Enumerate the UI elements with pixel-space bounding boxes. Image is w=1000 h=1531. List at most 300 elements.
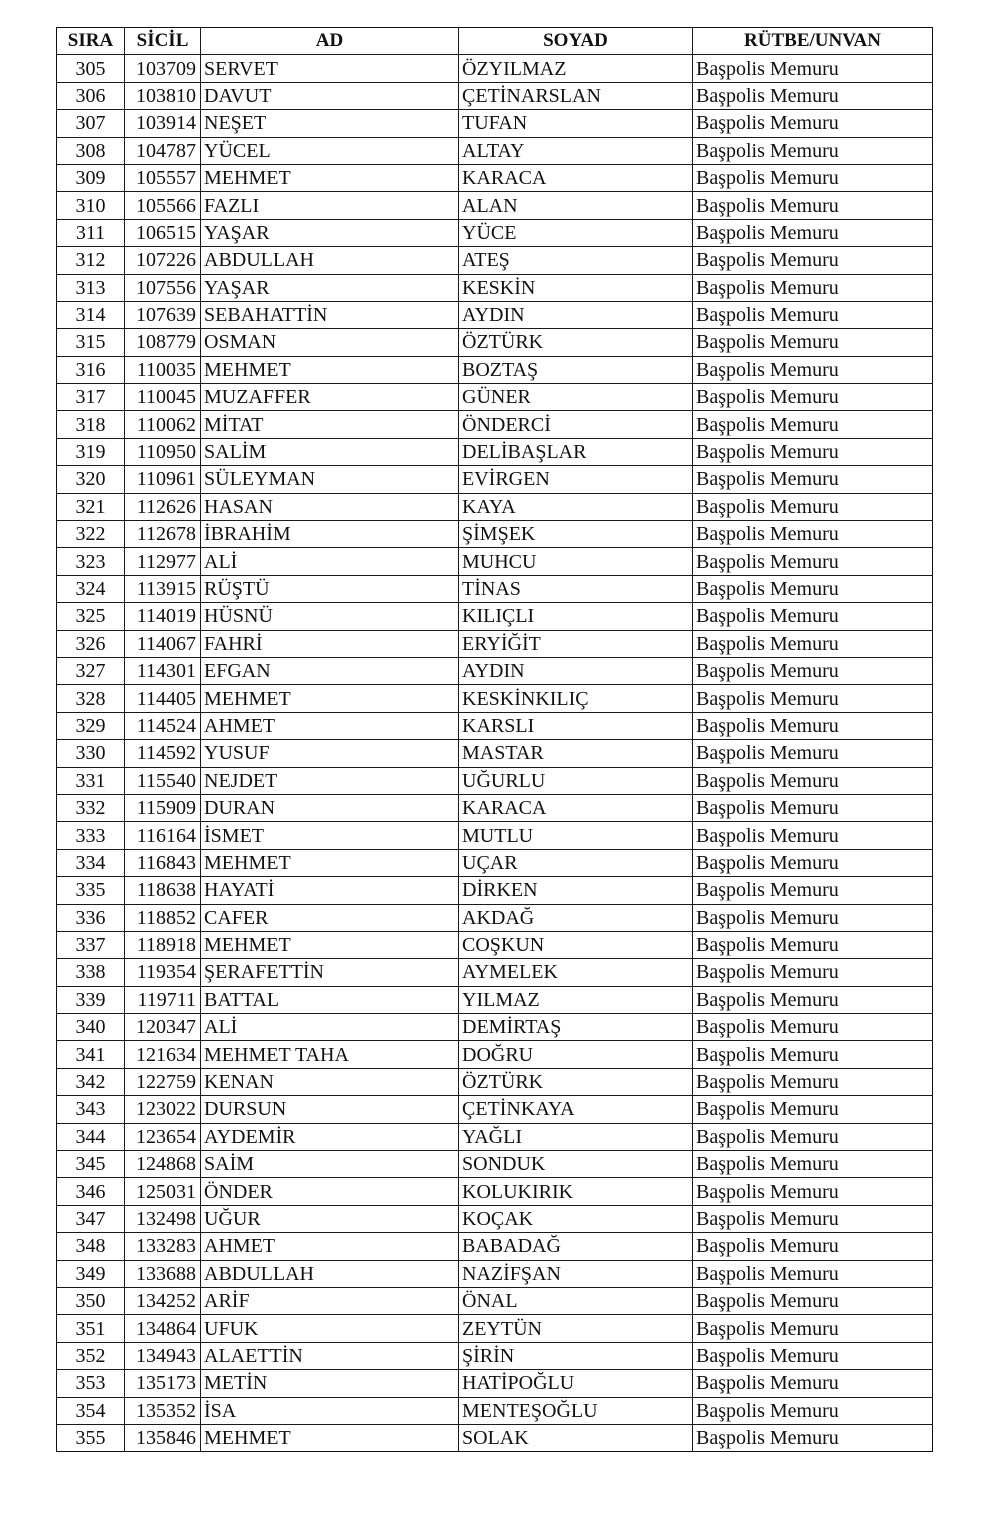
cell-sicil: 105566 bbox=[125, 192, 201, 219]
cell-ad: DURSUN bbox=[201, 1096, 459, 1123]
cell-sira: 332 bbox=[57, 794, 125, 821]
table-row bbox=[57, 1342, 933, 1369]
cell-sira: 312 bbox=[57, 247, 125, 274]
cell-sira: 306 bbox=[57, 82, 125, 109]
cell-ad: MEHMET bbox=[201, 849, 459, 876]
cell-sicil: 103709 bbox=[125, 55, 201, 82]
personnel-table bbox=[56, 27, 933, 1452]
cell-rutbe: Başpolis Memuru bbox=[693, 329, 933, 356]
cell-sicil: 112678 bbox=[125, 521, 201, 548]
cell-rutbe: Başpolis Memuru bbox=[693, 849, 933, 876]
cell-ad: SAİM bbox=[201, 1151, 459, 1178]
cell-sira: 309 bbox=[57, 164, 125, 191]
header-sicil: SİCİL bbox=[125, 28, 201, 55]
cell-sicil: 114019 bbox=[125, 603, 201, 630]
table-row bbox=[57, 82, 933, 109]
cell-rutbe: Başpolis Memuru bbox=[693, 657, 933, 684]
cell-soyad: KOLUKIRIK bbox=[459, 1178, 693, 1205]
cell-sira: 327 bbox=[57, 657, 125, 684]
cell-ad: HASAN bbox=[201, 493, 459, 520]
cell-sira: 337 bbox=[57, 931, 125, 958]
cell-soyad: ALTAY bbox=[459, 137, 693, 164]
table-row bbox=[57, 521, 933, 548]
cell-ad: FAHRİ bbox=[201, 630, 459, 657]
table-row bbox=[57, 712, 933, 739]
cell-ad: KENAN bbox=[201, 1068, 459, 1095]
cell-soyad: ATEŞ bbox=[459, 247, 693, 274]
cell-ad: HAYATİ bbox=[201, 877, 459, 904]
table-row bbox=[57, 657, 933, 684]
cell-rutbe: Başpolis Memuru bbox=[693, 1096, 933, 1123]
cell-soyad: ÖNAL bbox=[459, 1287, 693, 1314]
cell-sicil: 115909 bbox=[125, 794, 201, 821]
cell-ad: MEHMET bbox=[201, 1424, 459, 1451]
cell-sira: 317 bbox=[57, 384, 125, 411]
cell-ad: ABDULLAH bbox=[201, 247, 459, 274]
cell-sicil: 114067 bbox=[125, 630, 201, 657]
table-row bbox=[57, 55, 933, 82]
cell-sira: 346 bbox=[57, 1178, 125, 1205]
cell-ad: ARİF bbox=[201, 1287, 459, 1314]
cell-soyad: COŞKUN bbox=[459, 931, 693, 958]
cell-sira: 305 bbox=[57, 55, 125, 82]
cell-soyad: TİNAS bbox=[459, 575, 693, 602]
table-row bbox=[57, 603, 933, 630]
table-row bbox=[57, 1260, 933, 1287]
cell-sicil: 123022 bbox=[125, 1096, 201, 1123]
cell-ad: AHMET bbox=[201, 712, 459, 739]
table-row bbox=[57, 822, 933, 849]
table-row bbox=[57, 849, 933, 876]
cell-rutbe: Başpolis Memuru bbox=[693, 384, 933, 411]
cell-sicil: 103914 bbox=[125, 110, 201, 137]
cell-sicil: 125031 bbox=[125, 1178, 201, 1205]
cell-sicil: 112977 bbox=[125, 548, 201, 575]
cell-soyad: ÖZTÜRK bbox=[459, 329, 693, 356]
cell-ad: CAFER bbox=[201, 904, 459, 931]
cell-soyad: ÖZYILMAZ bbox=[459, 55, 693, 82]
cell-ad: HÜSNÜ bbox=[201, 603, 459, 630]
cell-rutbe: Başpolis Memuru bbox=[693, 740, 933, 767]
cell-sira: 308 bbox=[57, 137, 125, 164]
table-row bbox=[57, 1315, 933, 1342]
cell-sira: 344 bbox=[57, 1123, 125, 1150]
cell-sicil: 135352 bbox=[125, 1397, 201, 1424]
cell-sicil: 110062 bbox=[125, 411, 201, 438]
cell-sira: 313 bbox=[57, 274, 125, 301]
table-row bbox=[57, 411, 933, 438]
table-row bbox=[57, 192, 933, 219]
cell-rutbe: Başpolis Memuru bbox=[693, 1233, 933, 1260]
cell-soyad: EVİRGEN bbox=[459, 466, 693, 493]
cell-sira: 323 bbox=[57, 548, 125, 575]
cell-sicil: 114592 bbox=[125, 740, 201, 767]
table-row bbox=[57, 931, 933, 958]
cell-sicil: 110045 bbox=[125, 384, 201, 411]
cell-soyad: AYDIN bbox=[459, 657, 693, 684]
cell-ad: NEŞET bbox=[201, 110, 459, 137]
cell-rutbe: Başpolis Memuru bbox=[693, 603, 933, 630]
table-row bbox=[57, 986, 933, 1013]
cell-sira: 342 bbox=[57, 1068, 125, 1095]
cell-soyad: MASTAR bbox=[459, 740, 693, 767]
cell-rutbe: Başpolis Memuru bbox=[693, 877, 933, 904]
cell-sira: 347 bbox=[57, 1205, 125, 1232]
cell-sicil: 118918 bbox=[125, 931, 201, 958]
cell-sicil: 121634 bbox=[125, 1041, 201, 1068]
cell-rutbe: Başpolis Memuru bbox=[693, 1342, 933, 1369]
cell-soyad: NAZİFŞAN bbox=[459, 1260, 693, 1287]
cell-sicil: 107226 bbox=[125, 247, 201, 274]
cell-rutbe: Başpolis Memuru bbox=[693, 685, 933, 712]
cell-soyad: TUFAN bbox=[459, 110, 693, 137]
cell-sira: 348 bbox=[57, 1233, 125, 1260]
cell-sicil: 123654 bbox=[125, 1123, 201, 1150]
table-row bbox=[57, 1014, 933, 1041]
cell-ad: İBRAHİM bbox=[201, 521, 459, 548]
cell-sira: 330 bbox=[57, 740, 125, 767]
cell-ad: EFGAN bbox=[201, 657, 459, 684]
cell-soyad: KILIÇLI bbox=[459, 603, 693, 630]
cell-rutbe: Başpolis Memuru bbox=[693, 356, 933, 383]
cell-sira: 319 bbox=[57, 438, 125, 465]
cell-sicil: 133688 bbox=[125, 1260, 201, 1287]
header-sira: SIRA bbox=[57, 28, 125, 55]
table-row bbox=[57, 794, 933, 821]
cell-sicil: 118638 bbox=[125, 877, 201, 904]
cell-soyad: MUTLU bbox=[459, 822, 693, 849]
cell-sicil: 119354 bbox=[125, 959, 201, 986]
cell-sira: 316 bbox=[57, 356, 125, 383]
cell-soyad: ÇETİNKAYA bbox=[459, 1096, 693, 1123]
table-row bbox=[57, 575, 933, 602]
cell-sira: 338 bbox=[57, 959, 125, 986]
cell-sicil: 124868 bbox=[125, 1151, 201, 1178]
cell-sira: 340 bbox=[57, 1014, 125, 1041]
cell-sira: 329 bbox=[57, 712, 125, 739]
cell-ad: DAVUT bbox=[201, 82, 459, 109]
cell-rutbe: Başpolis Memuru bbox=[693, 575, 933, 602]
cell-soyad: UĞURLU bbox=[459, 767, 693, 794]
cell-soyad: UÇAR bbox=[459, 849, 693, 876]
table-row bbox=[57, 466, 933, 493]
cell-rutbe: Başpolis Memuru bbox=[693, 411, 933, 438]
cell-sira: 349 bbox=[57, 1260, 125, 1287]
cell-sicil: 114301 bbox=[125, 657, 201, 684]
cell-ad: SÜLEYMAN bbox=[201, 466, 459, 493]
cell-rutbe: Başpolis Memuru bbox=[693, 247, 933, 274]
table-row bbox=[57, 1233, 933, 1260]
table-row bbox=[57, 685, 933, 712]
table-row bbox=[57, 219, 933, 246]
cell-rutbe: Başpolis Memuru bbox=[693, 1397, 933, 1424]
header-row bbox=[57, 28, 933, 55]
cell-rutbe: Başpolis Memuru bbox=[693, 274, 933, 301]
cell-sira: 336 bbox=[57, 904, 125, 931]
cell-sicil: 122759 bbox=[125, 1068, 201, 1095]
cell-ad: OSMAN bbox=[201, 329, 459, 356]
cell-rutbe: Başpolis Memuru bbox=[693, 986, 933, 1013]
cell-ad: MEHMET TAHA bbox=[201, 1041, 459, 1068]
table-row bbox=[57, 1041, 933, 1068]
cell-soyad: BOZTAŞ bbox=[459, 356, 693, 383]
cell-sira: 355 bbox=[57, 1424, 125, 1451]
cell-ad: MEHMET bbox=[201, 356, 459, 383]
cell-soyad: DİRKEN bbox=[459, 877, 693, 904]
cell-rutbe: Başpolis Memuru bbox=[693, 1260, 933, 1287]
cell-sira: 326 bbox=[57, 630, 125, 657]
cell-sicil: 112626 bbox=[125, 493, 201, 520]
table-row bbox=[57, 1424, 933, 1451]
cell-rutbe: Başpolis Memuru bbox=[693, 164, 933, 191]
cell-ad: İSMET bbox=[201, 822, 459, 849]
cell-sicil: 110950 bbox=[125, 438, 201, 465]
cell-soyad: KOÇAK bbox=[459, 1205, 693, 1232]
cell-ad: ÖNDER bbox=[201, 1178, 459, 1205]
cell-soyad: KARACA bbox=[459, 794, 693, 821]
cell-sicil: 115540 bbox=[125, 767, 201, 794]
cell-rutbe: Başpolis Memuru bbox=[693, 1370, 933, 1397]
cell-rutbe: Başpolis Memuru bbox=[693, 438, 933, 465]
cell-sira: 315 bbox=[57, 329, 125, 356]
cell-sira: 352 bbox=[57, 1342, 125, 1369]
cell-sira: 345 bbox=[57, 1151, 125, 1178]
cell-sicil: 114405 bbox=[125, 685, 201, 712]
cell-sira: 325 bbox=[57, 603, 125, 630]
table-row bbox=[57, 329, 933, 356]
cell-rutbe: Başpolis Memuru bbox=[693, 493, 933, 520]
table-row bbox=[57, 1151, 933, 1178]
cell-sira: 343 bbox=[57, 1096, 125, 1123]
cell-rutbe: Başpolis Memuru bbox=[693, 466, 933, 493]
cell-ad: DURAN bbox=[201, 794, 459, 821]
cell-ad: AYDEMİR bbox=[201, 1123, 459, 1150]
cell-soyad: ÖNDERCİ bbox=[459, 411, 693, 438]
cell-sicil: 113915 bbox=[125, 575, 201, 602]
cell-sira: 328 bbox=[57, 685, 125, 712]
cell-soyad: KESKİNKILIÇ bbox=[459, 685, 693, 712]
table-row bbox=[57, 1397, 933, 1424]
cell-soyad: BABADAĞ bbox=[459, 1233, 693, 1260]
cell-ad: YAŞAR bbox=[201, 219, 459, 246]
cell-rutbe: Başpolis Memuru bbox=[693, 548, 933, 575]
table-row bbox=[57, 356, 933, 383]
table-row bbox=[57, 548, 933, 575]
cell-sira: 320 bbox=[57, 466, 125, 493]
table-row bbox=[57, 164, 933, 191]
cell-ad: BATTAL bbox=[201, 986, 459, 1013]
cell-soyad: KAYA bbox=[459, 493, 693, 520]
cell-sira: 311 bbox=[57, 219, 125, 246]
cell-sicil: 110035 bbox=[125, 356, 201, 383]
cell-sicil: 118852 bbox=[125, 904, 201, 931]
cell-soyad: ERYİĞİT bbox=[459, 630, 693, 657]
header-ad: AD bbox=[201, 28, 459, 55]
cell-sira: 318 bbox=[57, 411, 125, 438]
cell-rutbe: Başpolis Memuru bbox=[693, 192, 933, 219]
cell-sicil: 103810 bbox=[125, 82, 201, 109]
cell-soyad: MENTEŞOĞLU bbox=[459, 1397, 693, 1424]
table-row bbox=[57, 740, 933, 767]
cell-sira: 321 bbox=[57, 493, 125, 520]
document-page bbox=[56, 27, 932, 1452]
cell-ad: RÜŞTÜ bbox=[201, 575, 459, 602]
cell-rutbe: Başpolis Memuru bbox=[693, 55, 933, 82]
cell-sira: 354 bbox=[57, 1397, 125, 1424]
cell-sira: 307 bbox=[57, 110, 125, 137]
cell-sicil: 119711 bbox=[125, 986, 201, 1013]
cell-rutbe: Başpolis Memuru bbox=[693, 712, 933, 739]
cell-soyad: DEMİRTAŞ bbox=[459, 1014, 693, 1041]
table-row bbox=[57, 274, 933, 301]
cell-ad: FAZLI bbox=[201, 192, 459, 219]
cell-sicil: 135846 bbox=[125, 1424, 201, 1451]
cell-ad: ŞERAFETTİN bbox=[201, 959, 459, 986]
cell-ad: YÜCEL bbox=[201, 137, 459, 164]
cell-ad: SEBAHATTİN bbox=[201, 301, 459, 328]
table-row bbox=[57, 1068, 933, 1095]
cell-sira: 351 bbox=[57, 1315, 125, 1342]
cell-soyad: HATİPOĞLU bbox=[459, 1370, 693, 1397]
cell-soyad: KARACA bbox=[459, 164, 693, 191]
cell-rutbe: Başpolis Memuru bbox=[693, 931, 933, 958]
cell-ad: SERVET bbox=[201, 55, 459, 82]
cell-ad: MEHMET bbox=[201, 931, 459, 958]
cell-rutbe: Başpolis Memuru bbox=[693, 1287, 933, 1314]
cell-ad: AHMET bbox=[201, 1233, 459, 1260]
cell-rutbe: Başpolis Memuru bbox=[693, 1205, 933, 1232]
cell-sira: 310 bbox=[57, 192, 125, 219]
cell-sicil: 105557 bbox=[125, 164, 201, 191]
header-rutbe: RÜTBE/UNVAN bbox=[693, 28, 933, 55]
cell-ad: ALİ bbox=[201, 1014, 459, 1041]
cell-soyad: AKDAĞ bbox=[459, 904, 693, 931]
cell-sicil: 108779 bbox=[125, 329, 201, 356]
cell-soyad: DOĞRU bbox=[459, 1041, 693, 1068]
table-row bbox=[57, 630, 933, 657]
cell-sira: 341 bbox=[57, 1041, 125, 1068]
cell-soyad: YILMAZ bbox=[459, 986, 693, 1013]
cell-rutbe: Başpolis Memuru bbox=[693, 137, 933, 164]
table-row bbox=[57, 904, 933, 931]
cell-ad: METİN bbox=[201, 1370, 459, 1397]
cell-ad: MEHMET bbox=[201, 685, 459, 712]
cell-rutbe: Başpolis Memuru bbox=[693, 794, 933, 821]
table-header bbox=[57, 28, 933, 55]
table-row bbox=[57, 301, 933, 328]
cell-ad: MEHMET bbox=[201, 164, 459, 191]
cell-ad: NEJDET bbox=[201, 767, 459, 794]
cell-ad: MUZAFFER bbox=[201, 384, 459, 411]
cell-rutbe: Başpolis Memuru bbox=[693, 301, 933, 328]
cell-sicil: 116164 bbox=[125, 822, 201, 849]
cell-rutbe: Başpolis Memuru bbox=[693, 630, 933, 657]
cell-soyad: KESKİN bbox=[459, 274, 693, 301]
cell-soyad: ÖZTÜRK bbox=[459, 1068, 693, 1095]
cell-sicil: 134864 bbox=[125, 1315, 201, 1342]
table-row bbox=[57, 1096, 933, 1123]
cell-rutbe: Başpolis Memuru bbox=[693, 1014, 933, 1041]
table-row bbox=[57, 110, 933, 137]
cell-sicil: 114524 bbox=[125, 712, 201, 739]
cell-rutbe: Başpolis Memuru bbox=[693, 904, 933, 931]
cell-soyad: YAĞLI bbox=[459, 1123, 693, 1150]
cell-sicil: 106515 bbox=[125, 219, 201, 246]
table-row bbox=[57, 1370, 933, 1397]
cell-sira: 339 bbox=[57, 986, 125, 1013]
cell-sicil: 107556 bbox=[125, 274, 201, 301]
cell-sicil: 135173 bbox=[125, 1370, 201, 1397]
table-row bbox=[57, 959, 933, 986]
table-row bbox=[57, 493, 933, 520]
cell-rutbe: Başpolis Memuru bbox=[693, 1315, 933, 1342]
cell-soyad: MUHCU bbox=[459, 548, 693, 575]
cell-sicil: 116843 bbox=[125, 849, 201, 876]
cell-sicil: 107639 bbox=[125, 301, 201, 328]
cell-rutbe: Başpolis Memuru bbox=[693, 82, 933, 109]
cell-soyad: AYMELEK bbox=[459, 959, 693, 986]
table-row bbox=[57, 137, 933, 164]
cell-sira: 333 bbox=[57, 822, 125, 849]
cell-rutbe: Başpolis Memuru bbox=[693, 959, 933, 986]
cell-ad: ABDULLAH bbox=[201, 1260, 459, 1287]
cell-sira: 334 bbox=[57, 849, 125, 876]
table-row bbox=[57, 247, 933, 274]
cell-soyad: SONDUK bbox=[459, 1151, 693, 1178]
cell-soyad: ŞİMŞEK bbox=[459, 521, 693, 548]
cell-soyad: ÇETİNARSLAN bbox=[459, 82, 693, 109]
cell-sicil: 134943 bbox=[125, 1342, 201, 1369]
cell-sira: 350 bbox=[57, 1287, 125, 1314]
cell-rutbe: Başpolis Memuru bbox=[693, 219, 933, 246]
cell-soyad: ZEYTÜN bbox=[459, 1315, 693, 1342]
cell-sicil: 110961 bbox=[125, 466, 201, 493]
cell-rutbe: Başpolis Memuru bbox=[693, 1041, 933, 1068]
cell-sira: 314 bbox=[57, 301, 125, 328]
header-soyad: SOYAD bbox=[459, 28, 693, 55]
cell-sira: 324 bbox=[57, 575, 125, 602]
table-row bbox=[57, 1178, 933, 1205]
table-row bbox=[57, 1123, 933, 1150]
cell-sicil: 120347 bbox=[125, 1014, 201, 1041]
cell-rutbe: Başpolis Memuru bbox=[693, 1068, 933, 1095]
cell-ad: SALİM bbox=[201, 438, 459, 465]
cell-sira: 331 bbox=[57, 767, 125, 794]
cell-ad: UĞUR bbox=[201, 1205, 459, 1232]
table-body bbox=[57, 55, 933, 1452]
cell-rutbe: Başpolis Memuru bbox=[693, 1123, 933, 1150]
table-row bbox=[57, 1205, 933, 1232]
cell-soyad: YÜCE bbox=[459, 219, 693, 246]
cell-rutbe: Başpolis Memuru bbox=[693, 521, 933, 548]
cell-sicil: 104787 bbox=[125, 137, 201, 164]
cell-rutbe: Başpolis Memuru bbox=[693, 822, 933, 849]
cell-ad: MİTAT bbox=[201, 411, 459, 438]
cell-ad: YUSUF bbox=[201, 740, 459, 767]
table-row bbox=[57, 438, 933, 465]
cell-ad: ALİ bbox=[201, 548, 459, 575]
cell-ad: YAŞAR bbox=[201, 274, 459, 301]
cell-sira: 353 bbox=[57, 1370, 125, 1397]
cell-ad: İSA bbox=[201, 1397, 459, 1424]
cell-ad: ALAETTİN bbox=[201, 1342, 459, 1369]
cell-soyad: AYDIN bbox=[459, 301, 693, 328]
cell-soyad: ŞİRİN bbox=[459, 1342, 693, 1369]
table-row bbox=[57, 877, 933, 904]
cell-soyad: GÜNER bbox=[459, 384, 693, 411]
cell-sicil: 134252 bbox=[125, 1287, 201, 1314]
cell-sira: 335 bbox=[57, 877, 125, 904]
